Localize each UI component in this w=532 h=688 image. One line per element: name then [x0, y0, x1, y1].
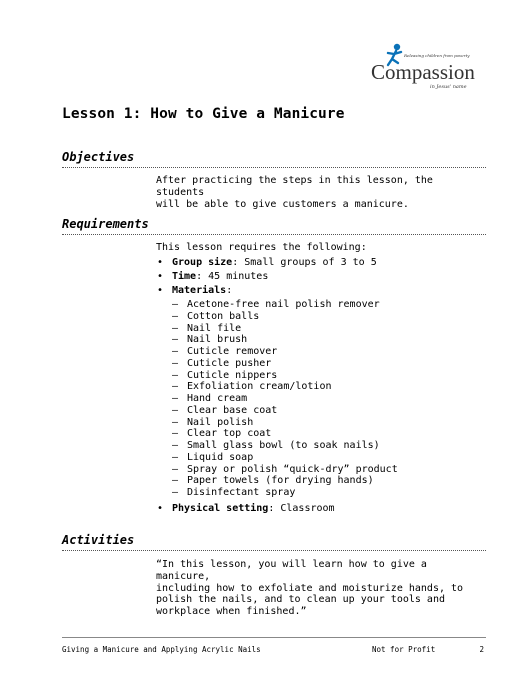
bullet-icon: •	[157, 257, 164, 268]
requirements-heading-label: Requirements	[62, 217, 149, 231]
material-item: – Nail brush	[172, 334, 248, 346]
physical-setting-label: Physical setting	[172, 503, 269, 514]
material-item: – Nail file	[172, 322, 242, 334]
requirements-list-continued	[156, 502, 486, 516]
dash-icon: –	[172, 346, 179, 357]
logo-wordmark: Compassion	[371, 60, 475, 84]
dash-icon: –	[172, 369, 179, 381]
requirements-list	[156, 256, 486, 298]
bullet-icon: •	[157, 503, 164, 514]
materials-label: Materials	[172, 285, 227, 296]
activities-heading-label: Activities	[62, 533, 135, 547]
dash-icon: –	[172, 299, 179, 310]
materials-list	[172, 299, 398, 499]
lesson-title: Lesson 1: How to Give a Manicure	[62, 106, 345, 122]
physical-setting-value: : Classroom	[268, 503, 335, 514]
objectives-heading	[62, 146, 486, 168]
material-item: – Nail polish	[172, 416, 254, 428]
material-item: – Paper towels (for drying hands)	[172, 475, 374, 487]
footer-document-title: Giving a Manicure and Applying Acrylic Nails	[62, 645, 261, 654]
material-item: – Clear base coat	[172, 404, 278, 416]
requirements-heading	[62, 213, 486, 235]
dash-icon: –	[172, 357, 179, 369]
bullet-icon: •	[157, 271, 164, 282]
requirement-materials	[156, 284, 486, 298]
material-item: – Clear top coat	[172, 428, 272, 440]
page-footer	[62, 637, 486, 657]
activities-text: “In this lesson, you will learn how to give a manicure, including how to exfoliate and moisturize hands, to polish the nails, and to clean up your tools and workplace when finished.”	[156, 559, 464, 618]
dash-icon: –	[172, 451, 179, 463]
compassion-logo	[370, 43, 482, 95]
dash-icon: –	[172, 310, 179, 322]
requirement-physical-setting	[156, 502, 486, 516]
dash-icon: –	[172, 487, 179, 498]
dash-icon: –	[172, 381, 179, 393]
requirements-intro: This lesson requires the following:	[156, 242, 367, 253]
footer-page-number: 2	[479, 645, 484, 654]
material-item: – Cotton balls	[172, 310, 260, 322]
material-item: – Liquid soap	[172, 451, 254, 463]
material-item: – Spray or polish “quick-dry” product	[172, 463, 398, 475]
material-item: – Cuticle remover	[172, 346, 278, 357]
material-item: – Acetone-free nail polish remover	[172, 299, 380, 310]
material-item: – Small glass bowl (to soak nails)	[172, 440, 380, 451]
dash-icon: –	[172, 393, 179, 404]
group-size-value: : Small groups of 3 to 5	[232, 257, 377, 268]
activities-heading	[62, 529, 486, 551]
logo-subtitle: in Jesus' name	[430, 84, 467, 90]
time-value: : 45 minutes	[196, 271, 269, 282]
requirement-time	[156, 270, 486, 284]
requirement-group-size	[156, 256, 486, 270]
group-size-label: Group size	[172, 257, 233, 268]
compassion-logo-graphic	[370, 43, 482, 95]
dash-icon: –	[172, 322, 179, 334]
material-item: – Cuticle pusher	[172, 357, 272, 369]
material-item: – Cuticle nippers	[172, 369, 278, 381]
dash-icon: –	[172, 334, 179, 346]
material-item: – Disinfectant spray	[172, 487, 296, 498]
dash-icon: –	[172, 404, 179, 416]
dash-icon: –	[172, 428, 179, 440]
objectives-text: After practicing the steps in this lesson, the students will be able to give customers a manicure.	[156, 175, 433, 210]
bullet-icon: •	[157, 285, 164, 296]
material-item: – Hand cream	[172, 393, 248, 404]
dash-icon: –	[172, 463, 179, 475]
time-label: Time	[172, 271, 197, 282]
dash-icon: –	[172, 475, 179, 487]
dash-icon: –	[172, 440, 179, 451]
materials-value: :	[226, 285, 233, 296]
logo-tagline: Releasing children from poverty	[404, 53, 470, 58]
footer-notice: Not for Profit	[372, 645, 436, 654]
material-item: – Exfoliation cream/lotion	[172, 381, 332, 393]
dash-icon: –	[172, 416, 179, 428]
objectives-heading-label: Objectives	[62, 150, 135, 164]
